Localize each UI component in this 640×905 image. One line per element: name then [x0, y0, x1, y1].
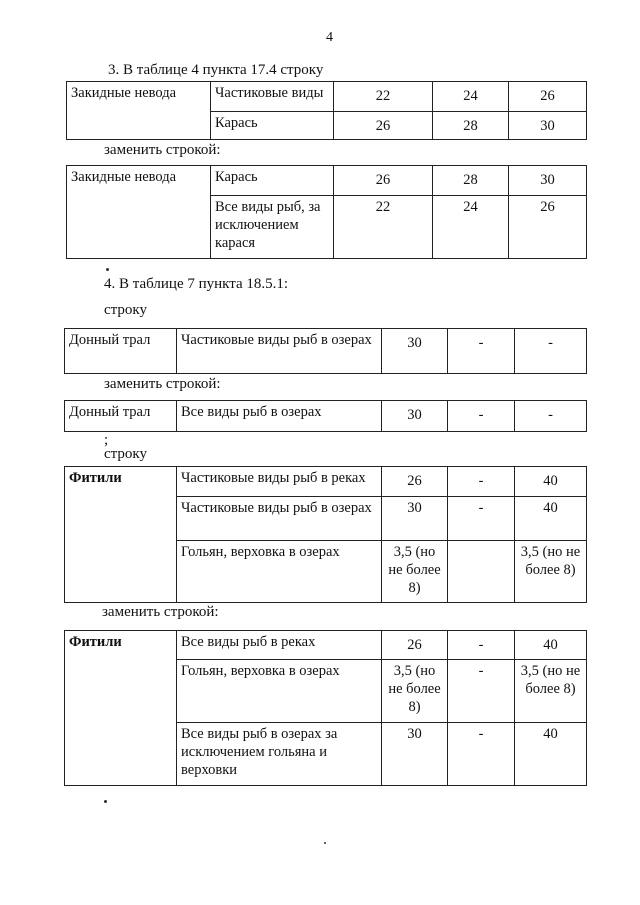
species-cell: Все виды рыб в озерах [177, 401, 382, 432]
value-cell: 30 [382, 497, 448, 541]
replace-label: заменить строкой: [102, 604, 219, 620]
value-cell: - [448, 631, 515, 660]
stray-mark [324, 842, 326, 844]
species-cell: Частиковые виды рыб в озерах [177, 329, 382, 374]
gear-cell: Закидные невода [67, 82, 211, 140]
replace-label: заменить строкой: [104, 142, 221, 158]
value-cell: - [515, 401, 587, 432]
separator: ; [104, 432, 109, 448]
value-cell: 28 [433, 112, 509, 140]
species-cell: Карась [211, 112, 334, 140]
gear-cell: Донный трал [65, 329, 177, 374]
value-cell: 30 [382, 329, 448, 374]
fitili-new-row [64, 630, 587, 786]
gear-cell: Фитили [65, 631, 177, 786]
value-cell: 26 [334, 166, 433, 196]
trawl-new-row [64, 400, 587, 432]
value-cell: 26 [382, 467, 448, 497]
stray-mark [106, 268, 109, 271]
gear-cell: Фитили [65, 467, 177, 603]
value-cell: 30 [382, 723, 448, 786]
value-cell: 30 [509, 166, 587, 196]
trawl-old-row [64, 328, 587, 374]
item3-heading: 3. В таблице 4 пункта 17.4 строку [108, 62, 324, 78]
value-cell: 3,5 (но не более 8) [382, 541, 448, 603]
species-cell: Все виды рыб, за исключением карася [211, 196, 334, 259]
row-label: строку [104, 302, 147, 318]
page-number: 4 [326, 30, 333, 45]
value-cell: 24 [433, 82, 509, 112]
species-cell: Гольян, верховка в озерах [177, 660, 382, 723]
species-cell: Все виды рыб в озерах за исключением гольяна и верховки [177, 723, 382, 786]
value-cell: 28 [433, 166, 509, 196]
value-cell: 24 [433, 196, 509, 259]
value-cell: 40 [515, 497, 587, 541]
gear-cell: Закидные невода [67, 166, 211, 259]
species-cell: Гольян, верховка в озерах [177, 541, 382, 603]
value-cell [448, 541, 515, 603]
value-cell: - [448, 467, 515, 497]
value-cell: 3,5 (но не более 8) [515, 660, 587, 723]
table4-old-row [66, 81, 587, 140]
stray-mark [104, 800, 107, 803]
item4-heading: 4. В таблице 7 пункта 18.5.1: [104, 276, 289, 292]
value-cell: - [448, 723, 515, 786]
species-cell: Частиковые виды [211, 82, 334, 112]
value-cell: - [448, 401, 515, 432]
species-cell: Все виды рыб в реках [177, 631, 382, 660]
value-cell: 3,5 (но не более 8) [515, 541, 587, 603]
table4-new-row [66, 165, 587, 259]
value-cell: - [515, 329, 587, 374]
value-cell: 22 [334, 82, 433, 112]
value-cell: 22 [334, 196, 433, 259]
value-cell: 40 [515, 467, 587, 497]
value-cell: 30 [382, 401, 448, 432]
value-cell: 40 [515, 723, 587, 786]
value-cell: 3,5 (но не более 8) [382, 660, 448, 723]
value-cell: 30 [509, 112, 587, 140]
value-cell: - [448, 660, 515, 723]
value-cell: - [448, 329, 515, 374]
replace-label: заменить строкой: [104, 376, 221, 392]
species-cell: Частиковые виды рыб в реках [177, 467, 382, 497]
value-cell: - [448, 497, 515, 541]
value-cell: 26 [334, 112, 433, 140]
species-cell: Карась [211, 166, 334, 196]
gear-cell: Донный трал [65, 401, 177, 432]
value-cell: 26 [382, 631, 448, 660]
fitili-old-row [64, 466, 587, 603]
row-label: строку [104, 446, 147, 462]
value-cell: 40 [515, 631, 587, 660]
value-cell: 26 [509, 82, 587, 112]
species-cell: Частиковые виды рыб в озерах [177, 497, 382, 541]
value-cell: 26 [509, 196, 587, 259]
